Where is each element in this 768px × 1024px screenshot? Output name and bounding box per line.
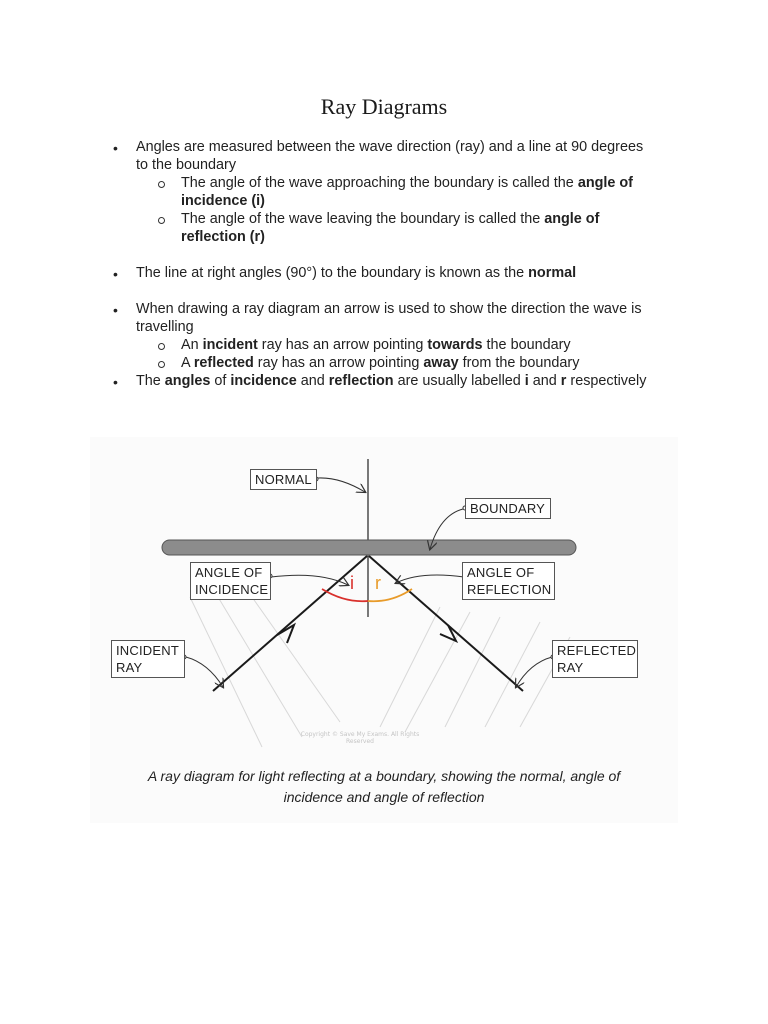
- angle-of-incidence-label: [190, 562, 271, 600]
- text-run-bold: towards: [427, 337, 483, 353]
- bullet-dot: •: [113, 302, 118, 318]
- text-run: of: [210, 373, 231, 389]
- faint-line: [380, 607, 440, 727]
- sub-bullet-2-bold-2: reflection (r): [181, 229, 265, 245]
- text-run-bold: away: [423, 355, 459, 371]
- bullet-1-line-2: to the boundary: [136, 157, 237, 173]
- text-run-bold: i: [524, 373, 529, 389]
- boundary-surface: [162, 540, 576, 555]
- text-run: are usually labelled: [393, 373, 525, 389]
- normal-label: NORMAL: [250, 469, 317, 490]
- bullet-3-line-1: When drawing a ray diagram an arrow is used to show the direction the wave is: [136, 301, 642, 317]
- angle-of-incidence-line-1: ANGLE OF: [195, 565, 263, 580]
- text-run-bold: reflected: [193, 355, 254, 371]
- text-run-bold: r: [560, 373, 567, 389]
- bullet-4: [136, 372, 646, 390]
- sub-bullet-2-bold: angle of: [544, 211, 600, 227]
- faint-line: [218, 597, 302, 737]
- reflected-ray-label: [552, 640, 638, 678]
- bullet-2: [136, 264, 576, 282]
- bullet-2-bold: normal: [528, 265, 577, 281]
- reflected-ray-arrow: [440, 625, 456, 641]
- faint-background-lines: [190, 597, 570, 747]
- incident-ray-line-1: INCIDENT: [116, 643, 179, 658]
- bullet-1-line-1: Angles are measured between the wave direction (ray) and a line at 90 degrees: [136, 139, 644, 155]
- sub-bullet-circle: [158, 343, 165, 350]
- sub-bullet-circle: [158, 217, 165, 224]
- faint-line: [405, 612, 470, 732]
- faint-line: [485, 622, 540, 727]
- incident-ray-line-2: RAY: [116, 660, 143, 675]
- normal-pointer-arrow: [318, 478, 365, 492]
- copyright-notice: Copyright © Save My Exams. All Rights Reserved: [300, 731, 420, 745]
- bullet-2-text: The line at right angles (90°) to the boundary is known as the: [136, 265, 529, 281]
- text-run: The: [136, 373, 165, 389]
- angle-reflection-pointer-arrow: [396, 575, 464, 583]
- angle-r-label: r: [375, 573, 381, 593]
- text-run: An: [181, 337, 203, 353]
- bullet-dot: •: [113, 374, 118, 390]
- faint-line: [190, 597, 262, 747]
- sub-bullet-2-line-2: [181, 228, 265, 246]
- sub-bullet-1-bold-2: incidence (i): [181, 193, 265, 209]
- text-run: the boundary: [482, 337, 571, 353]
- sub-bullet-1-line-2: [181, 192, 265, 210]
- text-run: from the boundary: [458, 355, 580, 371]
- incident-ray-pointer-arrow: [186, 657, 223, 687]
- boundary-label: BOUNDARY: [465, 498, 551, 519]
- angle-i-arc: [322, 589, 368, 601]
- page-title: Ray Diagrams: [320, 94, 448, 119]
- text-run: ray has an arrow pointing: [253, 355, 424, 371]
- reflected-ray-pointer-arrow: [516, 657, 552, 687]
- text-run: ray has an arrow pointing: [257, 337, 428, 353]
- text-run-bold: reflection: [328, 373, 394, 389]
- text-run-bold: incidence: [230, 373, 297, 389]
- figure-caption-line-1: A ray diagram for light reflecting at a boundary, showing the normal, angle of: [147, 768, 621, 784]
- sub-bullet-1-text: The angle of the wave approaching the boundary is called the: [181, 175, 578, 191]
- reflected-ray-line-2: RAY: [557, 660, 584, 675]
- text-run-bold: angles: [164, 373, 211, 389]
- sub-bullet-2-line-1: [181, 210, 599, 228]
- faint-line: [252, 597, 340, 722]
- text-run: A: [181, 355, 194, 371]
- reflected-ray-line-1: REFLECTED: [557, 643, 637, 658]
- text-run: and: [528, 373, 561, 389]
- angle-i-label: i: [350, 573, 354, 593]
- sub-bullet-circle: [158, 361, 165, 368]
- sub-bullet-4: [181, 354, 579, 372]
- bullet-3-line-2: travelling: [136, 319, 194, 335]
- bullet-dot: •: [113, 266, 118, 282]
- incident-ray-label: [111, 640, 185, 678]
- sub-bullet-2-text: The angle of the wave leaving the boundary is called the: [181, 211, 545, 227]
- text-run: and: [296, 373, 329, 389]
- bullet-dot: •: [113, 140, 118, 156]
- text-run: respectively: [566, 373, 647, 389]
- sub-bullet-1-line-1: [181, 174, 633, 192]
- sub-bullet-1-bold: angle of: [577, 175, 633, 191]
- sub-bullet-circle: [158, 181, 165, 188]
- angle-of-incidence-line-2: INCIDENCE: [195, 582, 269, 597]
- figure-caption-line-2: incidence and angle of reflection: [283, 789, 485, 805]
- ray-diagram-figure: [90, 437, 678, 823]
- angle-of-reflection-line-2: REFLECTION: [467, 582, 552, 597]
- sub-bullet-3: [181, 336, 571, 354]
- text-run-bold: incident: [202, 337, 258, 353]
- angle-of-reflection-label: [462, 562, 555, 600]
- angle-of-reflection-line-1: ANGLE OF: [467, 565, 535, 580]
